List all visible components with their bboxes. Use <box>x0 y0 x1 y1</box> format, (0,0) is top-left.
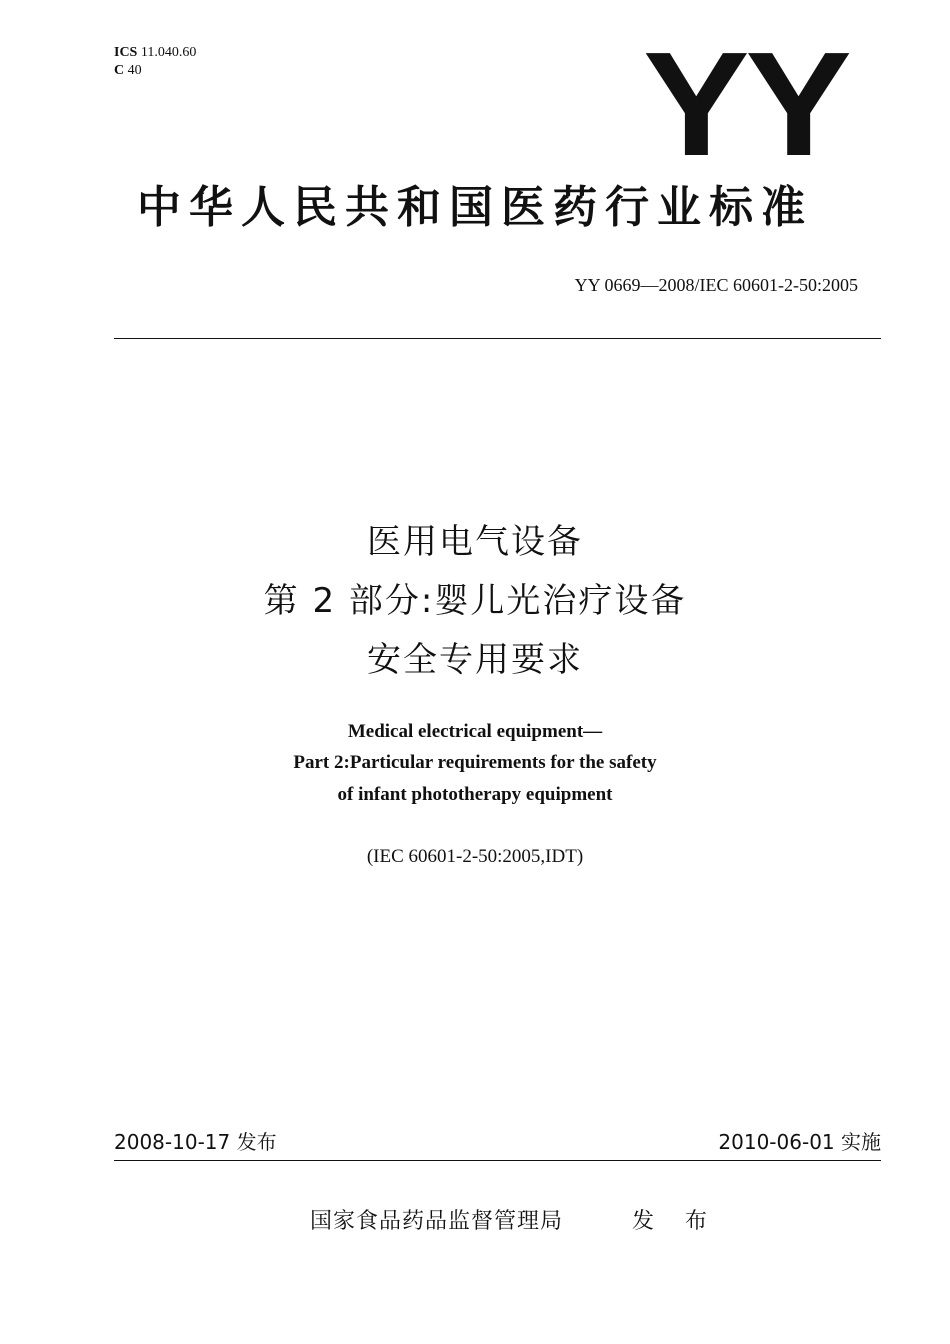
top-divider <box>114 338 881 339</box>
class-prefix: C <box>114 63 125 78</box>
implementation-date: 2010-06-01 实施 <box>718 1130 881 1154</box>
bottom-divider <box>114 1160 881 1161</box>
english-title-line-2: Part 2:Particular requirements for the safety <box>293 752 657 773</box>
standard-number: YY 0669—2008/IEC 60601-2-50:2005 <box>574 275 858 295</box>
english-title-line-1: Medical electrical equipment— <box>347 721 603 742</box>
chinese-title-line-1: 医用电气设备 <box>367 522 583 562</box>
issue-date: 2008-10-17 发布 <box>114 1130 277 1154</box>
class-code: 40 <box>124 63 142 78</box>
ics-code: 11.040.60 <box>137 45 197 60</box>
chinese-classification <box>114 62 142 80</box>
ics-classification <box>114 44 196 62</box>
publish-action: 发 布 <box>632 1209 719 1234</box>
chinese-title-line-2: 第 2 部分:婴儿光治疗设备 <box>263 581 687 621</box>
yy-standard-logo: YY <box>643 22 848 187</box>
adoption-note: (IEC 60601-2-50:2005,IDT) <box>366 846 584 867</box>
publisher-name: 国家食品药品监督管理局 <box>310 1209 564 1234</box>
chinese-title-line-3: 安全专用要求 <box>367 640 583 680</box>
issuer-title: 中华人民共和国医药行业标准 <box>137 182 813 233</box>
english-title-line-3: of infant phototherapy equipment <box>337 784 613 805</box>
ics-prefix: ICS <box>114 45 138 60</box>
